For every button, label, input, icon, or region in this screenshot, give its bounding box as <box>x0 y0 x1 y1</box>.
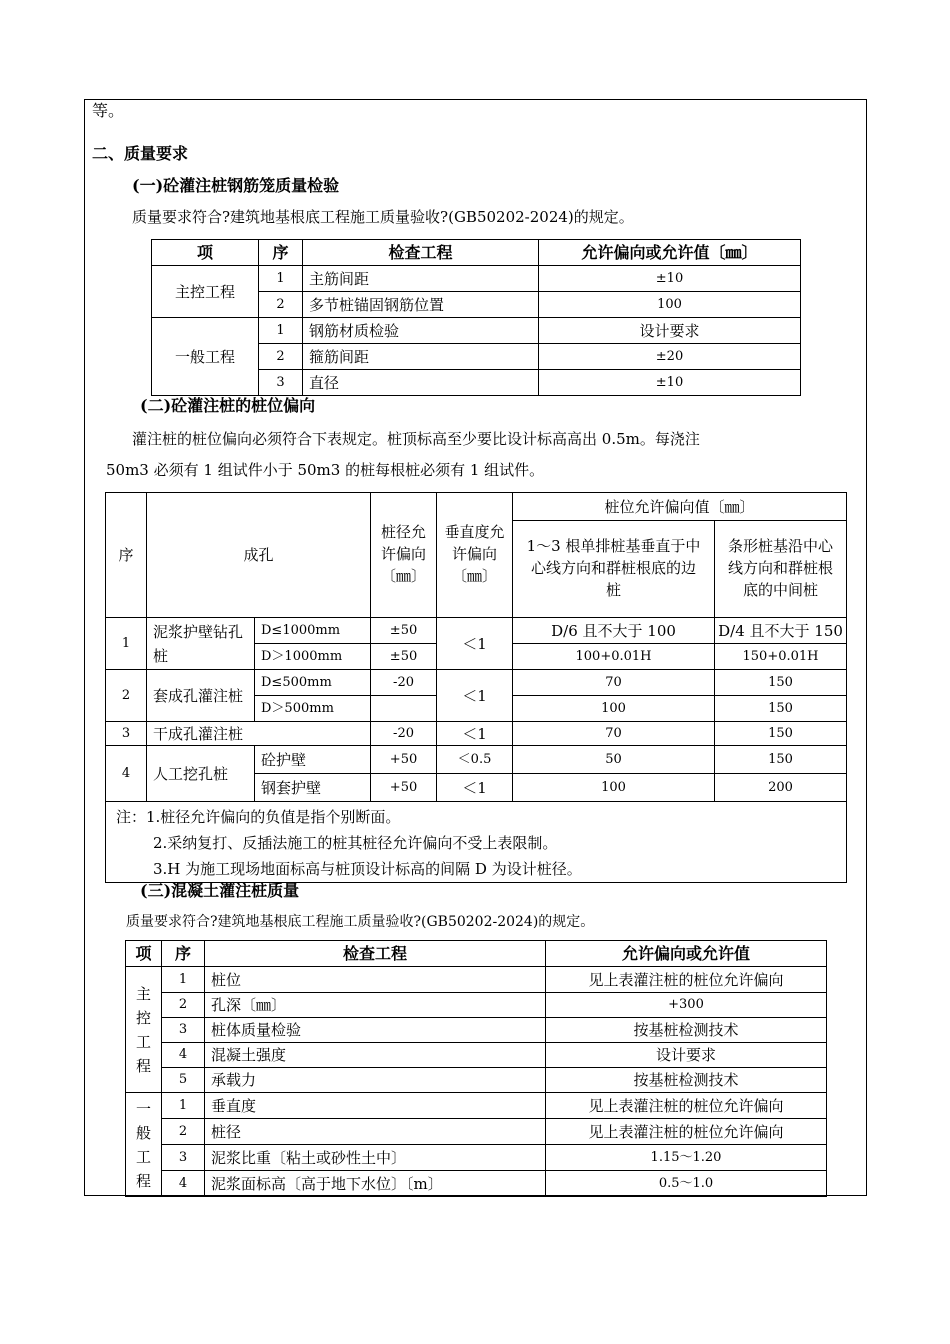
top-fragment: 等。 <box>92 101 125 120</box>
s3-row-value: 见上表灌注桩的桩位允许偏向 <box>546 967 827 993</box>
s3-header-value: 允许偏向或允许值 <box>546 941 827 967</box>
s3-row-item: 混凝土强度 <box>205 1043 546 1068</box>
s3-table <box>125 940 827 1197</box>
s3-row-no: 4 <box>162 1171 205 1197</box>
s1-row-item: 箍筋间距 <box>303 344 539 370</box>
s3-row-item: 承载力 <box>205 1068 546 1093</box>
s2-row-position-middle: 150 <box>715 696 847 722</box>
s2-row-diameter: ±50 <box>371 618 437 644</box>
s3-title: (三)混凝土灌注桩质量 <box>140 881 300 900</box>
s2-row-sub: D≤500mm <box>255 670 371 696</box>
s1-row-value: 100 <box>539 292 801 318</box>
s1-title: (一)砼灌注桩钢筋笼质量检验 <box>132 176 340 195</box>
s2-intro-line2: 50m3 必须有 1 组试件小于 50m3 的桩每根桩必须有 1 组试件。 <box>106 461 545 479</box>
s2-row-diameter: +50 <box>371 774 437 802</box>
s2-row-diameter: -20 <box>371 670 437 696</box>
s3-header-no: 序 <box>162 941 205 967</box>
s2-row-position-edge: 70 <box>513 670 715 696</box>
s3-row-no: 1 <box>162 967 205 993</box>
s2-header-no: 序 <box>106 493 147 618</box>
s3-row-item: 桩径 <box>205 1119 546 1145</box>
s1-row-item: 直径 <box>303 370 539 396</box>
s2-row-position-middle: 150 <box>715 670 847 696</box>
s1-row-value: ±10 <box>539 370 801 396</box>
s3-header-check: 检查工程 <box>205 941 546 967</box>
s3-row-no: 3 <box>162 1145 205 1171</box>
s2-row-position-middle: D/4 且不大于 150 <box>715 618 847 644</box>
s2-row-position-edge: 100+0.01H <box>513 644 715 670</box>
s2-row-position-edge: 100 <box>513 696 715 722</box>
s2-row-no: 2 <box>106 670 147 722</box>
s3-row-item: 垂直度 <box>205 1093 546 1119</box>
s2-row-vertical: ＜1 <box>437 774 513 802</box>
s3-row-value: 1.15～1.20 <box>546 1145 827 1171</box>
s1-row-value: ±10 <box>539 266 801 292</box>
s1-row-item: 钢筋材质检验 <box>303 318 539 344</box>
s2-table <box>105 492 847 883</box>
s2-row-position-middle: 200 <box>715 774 847 802</box>
s2-row-vertical: ＜1 <box>437 618 513 670</box>
s2-row-sub: D＞500mm <box>255 696 371 722</box>
s2-row-sub: 砼护壁 <box>255 746 371 774</box>
s1-header-no: 序 <box>259 240 303 266</box>
s1-row-item: 主筋间距 <box>303 266 539 292</box>
s3-intro: 质量要求符合?建筑地基根底工程施工质量验收?(GB50202-2024)的规定。 <box>126 914 595 930</box>
s2-header-position-edge: 1～3 根单排桩基垂直于中心线方向和群桩根底的边桩 <box>513 521 715 618</box>
s2-row-diameter: -20 <box>371 722 437 746</box>
s2-row-method: 人工挖孔桩 <box>147 746 255 802</box>
s3-row-no: 3 <box>162 1018 205 1043</box>
s2-row-vertical: ＜0.5 <box>437 746 513 774</box>
s2-note: 注：1.桩径允许偏向的负值是指个别断面。 <box>116 808 401 826</box>
s2-note: 3.H 为施工现场地面标高与桩顶设计标高的间隔 D 为设计桩径。 <box>153 859 582 878</box>
s3-row-no: 5 <box>162 1068 205 1093</box>
s1-group-main: 主控工程 <box>152 266 259 318</box>
s2-row-position-edge: 50 <box>513 746 715 774</box>
s3-row-no: 2 <box>162 993 205 1018</box>
s2-row-position-middle: 150 <box>715 746 847 774</box>
s3-row-no: 4 <box>162 1043 205 1068</box>
s2-intro-line1: 灌注桩的桩位偏向必须符合下表规定。桩顶标高至少要比设计标高高出 0.5m。每浇注 <box>132 430 700 448</box>
s1-row-no: 2 <box>259 344 303 370</box>
s1-header-value: 允许偏向或允许值〔㎜〕 <box>539 240 801 266</box>
s2-row-vertical: ＜1 <box>437 670 513 722</box>
s2-row-diameter: +50 <box>371 746 437 774</box>
s3-row-no: 2 <box>162 1119 205 1145</box>
s3-row-item: 泥浆面标高〔高于地下水位〕〔m〕 <box>205 1171 546 1197</box>
s2-row-method: 泥浆护壁钻孔桩 <box>147 618 255 670</box>
s1-row-no: 3 <box>259 370 303 396</box>
section-heading: 二、质量要求 <box>92 144 189 163</box>
s3-header-item: 项 <box>126 941 162 967</box>
s2-header-hole: 成孔 <box>147 493 371 618</box>
s3-group-general: 一般工程 <box>126 1093 162 1197</box>
s1-header-item: 项 <box>152 240 259 266</box>
s3-row-value: 0.5～1.0 <box>546 1171 827 1197</box>
s3-row-item: 桩位 <box>205 967 546 993</box>
s2-row-position-edge: 100 <box>513 774 715 802</box>
s2-row-diameter <box>371 696 437 722</box>
s2-row-sub: D≤1000mm <box>255 618 371 644</box>
s3-group-main: 主控工程 <box>126 967 162 1093</box>
s1-intro: 质量要求符合?建筑地基根底工程施工质量验收?(GB50202-2024)的规定。 <box>132 208 634 226</box>
s2-header-vertical: 垂直度允许偏向〔㎜〕 <box>437 493 513 618</box>
s2-row-position-middle: 150 <box>715 722 847 746</box>
s2-title: (二)砼灌注桩的桩位偏向 <box>140 396 316 415</box>
s2-header-position-middle: 条形桩基沿中心线方向和群桩根底的中间桩 <box>715 521 847 618</box>
s3-row-value: 按基桩检测技术 <box>546 1018 827 1043</box>
s2-row-no: 1 <box>106 618 147 670</box>
s2-header-position: 桩位允许偏向值〔㎜〕 <box>513 493 847 521</box>
s2-notes <box>106 802 847 883</box>
s1-group-general: 一般工程 <box>152 318 259 396</box>
s2-row-position-edge: D/6 且不大于 100 <box>513 618 715 644</box>
s3-row-value: 设计要求 <box>546 1043 827 1068</box>
s1-row-value: 设计要求 <box>539 318 801 344</box>
s2-row-position-middle: 150+0.01H <box>715 644 847 670</box>
s2-row-diameter: ±50 <box>371 644 437 670</box>
s2-row-position-edge: 70 <box>513 722 715 746</box>
s1-table <box>151 239 801 396</box>
s2-row-method: 套成孔灌注桩 <box>147 670 255 722</box>
s1-row-no: 1 <box>259 318 303 344</box>
s1-header-check: 检查工程 <box>303 240 539 266</box>
s2-row-no: 3 <box>106 722 147 746</box>
s3-row-value: 按基桩检测技术 <box>546 1068 827 1093</box>
s1-row-no: 2 <box>259 292 303 318</box>
s3-row-item: 泥浆比重〔粘土或砂性土中〕 <box>205 1145 546 1171</box>
s3-row-no: 1 <box>162 1093 205 1119</box>
s2-row-method: 干成孔灌注桩 <box>147 722 371 746</box>
s1-row-value: ±20 <box>539 344 801 370</box>
s2-row-no: 4 <box>106 746 147 802</box>
s3-row-value: 见上表灌注桩的桩位允许偏向 <box>546 1119 827 1145</box>
s1-row-no: 1 <box>259 266 303 292</box>
s1-row-item: 多节桩锚固钢筋位置 <box>303 292 539 318</box>
s2-row-sub: D＞1000mm <box>255 644 371 670</box>
s3-row-value: +300 <box>546 993 827 1018</box>
s2-row-vertical: ＜1 <box>437 722 513 746</box>
s2-row-sub: 钢套护壁 <box>255 774 371 802</box>
s2-note: 2.采纳复打、反插法施工的桩其桩径允许偏向不受上表限制。 <box>153 833 558 852</box>
s2-header-diameter: 桩径允许偏向〔㎜〕 <box>371 493 437 618</box>
s3-row-value: 见上表灌注桩的桩位允许偏向 <box>546 1093 827 1119</box>
s3-row-item: 桩体质量检验 <box>205 1018 546 1043</box>
s3-row-item: 孔深〔㎜〕 <box>205 993 546 1018</box>
